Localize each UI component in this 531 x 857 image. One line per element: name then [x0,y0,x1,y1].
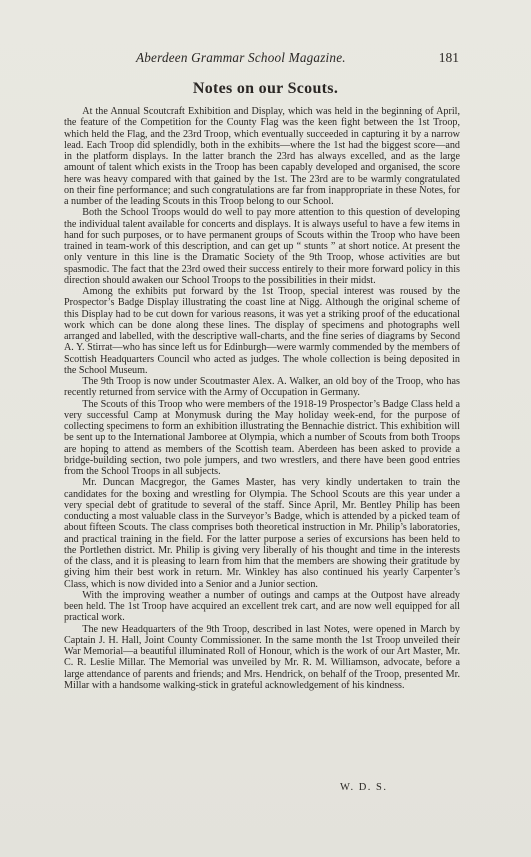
running-header [56,50,459,68]
paragraph: Both the School Troops would do well to pay more attention to this question of developing the individual talent available for concerts and displays. It is always useful to have a few items in hand for such purposes, or to have permanent groups of Scouts within the Troop who have been trained in team-work of this description, and can get up “ stunts ” at short notice. At present the only venture in this line is the Dramatic Society of the 9th Troop, whose activities are but spasmodic. The fact that the 23rd owed their success entirely to their more forward policy in this direction should awaken our School Troops to the possibilities in their midst. [64,207,460,286]
paragraph: The Scouts of this Troop who were members of the 1918-19 Prospector’s Badge Class held a very successful Camp at Monymusk during the May holiday week-end, for the purpose of collecting specimens to form an exhibition illustrating the Bennachie district. This exhibition will be sent up to the International Jamboree at Olympia, which a number of Scouts from both Troops are hoping to attend as members of the Scottish team. Aberdeen has been asked to provide a bridge-building section, two pole jumpers, and two wrestlers, and there have been good entries from the School Troops in all subjects. [64,398,460,477]
page-number: 181 [438,50,459,65]
paragraph: The 9th Troop is now under Scoutmaster Alex. A. Walker, an old boy of the Troop, who has recently returned from service with the Army of Occupation in Germany. [64,376,460,399]
author-signature: W. D. S. [340,782,388,793]
paragraph: The new Headquarters of the 9th Troop, described in last Notes, were opened in March by Captain J. H. Hall, Joint County Commissioner. In the same month the 1st Troop unveiled their War Memorial—a beautiful illuminated Roll of Honour, which is the work of our Art Master, Mr. C. R. Leslie Millar. The Memorial was unveiled by Mr. R. M. Williamson, advocate, before a large attendance of parents and friends; and Mrs. Hendrick, on behalf of the Troop, presented Mr. Millar with a handsome walking-stick in grateful acknowledgement of his kindness. [64,623,460,691]
paragraph: Mr. Duncan Macgregor, the Games Master, has very kindly undertaken to train the candidates for the boxing and wrestling for Olympia. The School Scouts are this year under a very special debt of gratitude to several of the staff. Since April, Mr. Bentley Philip has been conducting a most valuable class in the Surveyor’s Badge, which is attended by a picked team of about fifteen Scouts. The class comprises both theoretical instruction in Mr. Philip’s laboratories, and practical training in the field. For the latter purpose a series of excursions has been held to the Portlethen district. Mr. Philip is giving very liberally of his thought and time in the interests of the class, and it is pleasing to learn from him that the members are showing their gratitude by giving him their best work in return. Mr. Winkley has also continued his yearly Carpenter’s Class, which is now divided into a Senior and a Junior section. [64,477,460,590]
paragraph: At the Annual Scoutcraft Exhibition and Display, which was held in the beginning of April, the feature of the Competition for the County Flag was the keen fight between the 1st Troop, which held the Flag, and the 23rd Troop, which eventually succeeded in capturing it by a narrow lead. Each Troop did splendidly, both in the exhibits—where the 1st had the biggest score—and in the platform displays. In the latter branch the 23rd has always excelled, and as the large amount of talent which exists in the Troop has been capably developed and organised, the score here was heavy compared with that gained by the 1st. The 23rd are to be warmly congratulated on their fine performance; and such congratulations are far from inappropriate in these Notes, for a number of the leading Scouts in this Troop belong to our School. [64,106,460,207]
article-body [64,106,460,691]
article-title: Notes on our Scouts. [192,80,339,97]
paragraph: With the improving weather a number of outings and camps at the Outpost have already been held. The 1st Troop have acquired an excellent trek cart, and are now well equipped for all practical work. [64,589,460,624]
paragraph: Among the exhibits put forward by the 1st Troop, special interest was roused by the Prospector’s Badge Display illustrating the coast line at Nigg. Although the original scheme of this Display had to be cut down for various reasons, it was yet a striking proof of the educational work which can be done along these lines. The display of specimens and photographs well arranged and labelled, with the descriptive wall-charts, and the fine series of diagrams by Second A. Y. Stirrat—who has since left us for Edinburgh—were warmly commended by the members of Scottish Headquarters Council who acted as judges. The whole collection is being deposited in the School Museum. [64,286,460,376]
journal-title: Aberdeen Grammar School Magazine. [136,50,346,65]
